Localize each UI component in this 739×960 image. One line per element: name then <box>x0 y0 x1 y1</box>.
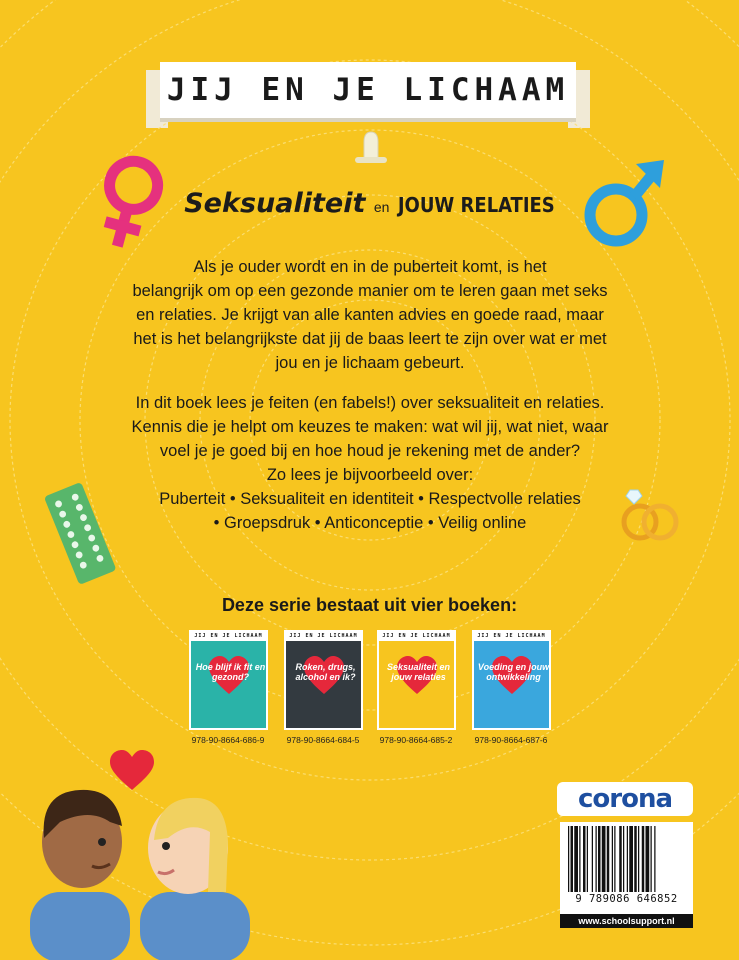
barcode-bar <box>651 826 652 892</box>
pill-pack-icon <box>40 478 120 588</box>
barcode-bar <box>583 826 586 892</box>
barcode-bar <box>627 826 628 892</box>
blurb-line: Kennis die je helpt om keuzes te maken: wat wil jij, wat niet, waar <box>131 418 609 436</box>
barcode-bar <box>592 826 593 892</box>
book-banner: JIJ EN JE LICHAAM <box>191 632 266 641</box>
isbn-2: 978-90-8664-684-5 <box>286 735 360 745</box>
publisher-logo <box>557 782 693 816</box>
blurb-line: Als je ouder wordt en in de puberteit komt, is het <box>193 258 547 276</box>
book-cover-3 <box>377 630 456 730</box>
blurb-paragraph-2 <box>120 391 620 535</box>
barcode-bar <box>602 826 606 892</box>
rings-icon <box>612 484 692 546</box>
blurb-line: Zo lees je bijvoorbeeld over: <box>266 466 474 484</box>
blurb-line: en relaties. Je krijgt van alle kanten advies en goede raad, maar <box>136 306 604 324</box>
barcode-bar <box>654 826 655 892</box>
book-title: Seksualiteit en jouw relaties <box>386 662 451 682</box>
heart-icon <box>110 750 154 790</box>
series-heading: Deze serie bestaat uit vier boeken: <box>221 595 518 615</box>
blurb-line: belangrijk om op een gezonde manier om te leren gaan met seks <box>132 282 608 300</box>
condom-icon <box>352 130 390 166</box>
barcode-bar <box>612 826 613 892</box>
book-cover-1 <box>189 630 268 730</box>
barcode-bar <box>579 826 580 892</box>
barcode-bar <box>623 826 624 892</box>
title-second: JOUW RELATIES <box>397 193 555 217</box>
blurb-line: het is het belangrijkste dat jij de baas leert te zijn over wat er met <box>133 330 607 348</box>
series-banner <box>160 62 576 122</box>
barcode-bar <box>574 826 578 892</box>
book-banner: JIJ EN JE LICHAAM <box>286 632 361 641</box>
isbn-3: 978-90-8664-685-2 <box>379 735 453 745</box>
blurb-line: voel je je goed bij en hoe houd je rekening met de ander? <box>159 442 581 460</box>
couple-illustration <box>30 742 260 960</box>
topics-line: Puberteit • Seksualiteit en identiteit • Respectvolle relaties <box>159 490 581 508</box>
barcode-bar <box>596 826 597 892</box>
barcode-bar <box>614 826 615 892</box>
barcode-bar <box>568 826 569 892</box>
title-main: Seksualiteit <box>184 188 366 219</box>
book-title: Roken, drugs, alcohol en ik? <box>295 662 356 682</box>
blurb-paragraph-1 <box>120 255 620 375</box>
barcode-bar <box>587 826 588 892</box>
blurb-line: In dit boek lees je feiten (en fabels!) over seksualiteit en relaties. <box>135 394 605 412</box>
barcode-bar <box>638 826 639 892</box>
series-banner-text: JIJ EN JE LICHAAM <box>166 72 570 108</box>
barcode-bar <box>629 826 633 892</box>
title-connector: en <box>373 199 390 215</box>
isbn-1: 978-90-8664-686-9 <box>191 735 265 745</box>
barcode-bar <box>598 826 601 892</box>
barcode-bars <box>566 826 687 892</box>
book-title <box>0 188 739 219</box>
website-url: www.schoolsupport.nl <box>560 914 693 928</box>
book-title: Voeding en jouw ontwikkeling <box>477 662 550 682</box>
barcode-number: 9 789086 646852 <box>575 893 678 905</box>
book-cover-2 <box>284 630 363 730</box>
blurb-line: jou en je lichaam gebeurt. <box>275 354 465 372</box>
barcode-bar <box>642 826 645 892</box>
barcode-bar <box>607 826 610 892</box>
isbn-4: 978-90-8664-687-6 <box>474 735 548 745</box>
topics-line: • Groepsdruk • Anticonceptie • Veilig online <box>213 514 527 532</box>
barcode-bar <box>571 826 574 892</box>
barcode-bar <box>634 826 637 892</box>
book-cover-4 <box>472 630 551 730</box>
book-title: Hoe blijf ik fit en gezond? <box>195 662 266 682</box>
barcode-bar <box>646 826 650 892</box>
book-banner: JIJ EN JE LICHAAM <box>379 632 454 641</box>
barcode <box>560 822 693 914</box>
book-banner: JIJ EN JE LICHAAM <box>474 632 549 641</box>
barcode-bar <box>619 826 622 892</box>
publisher-name: corona <box>577 784 672 814</box>
